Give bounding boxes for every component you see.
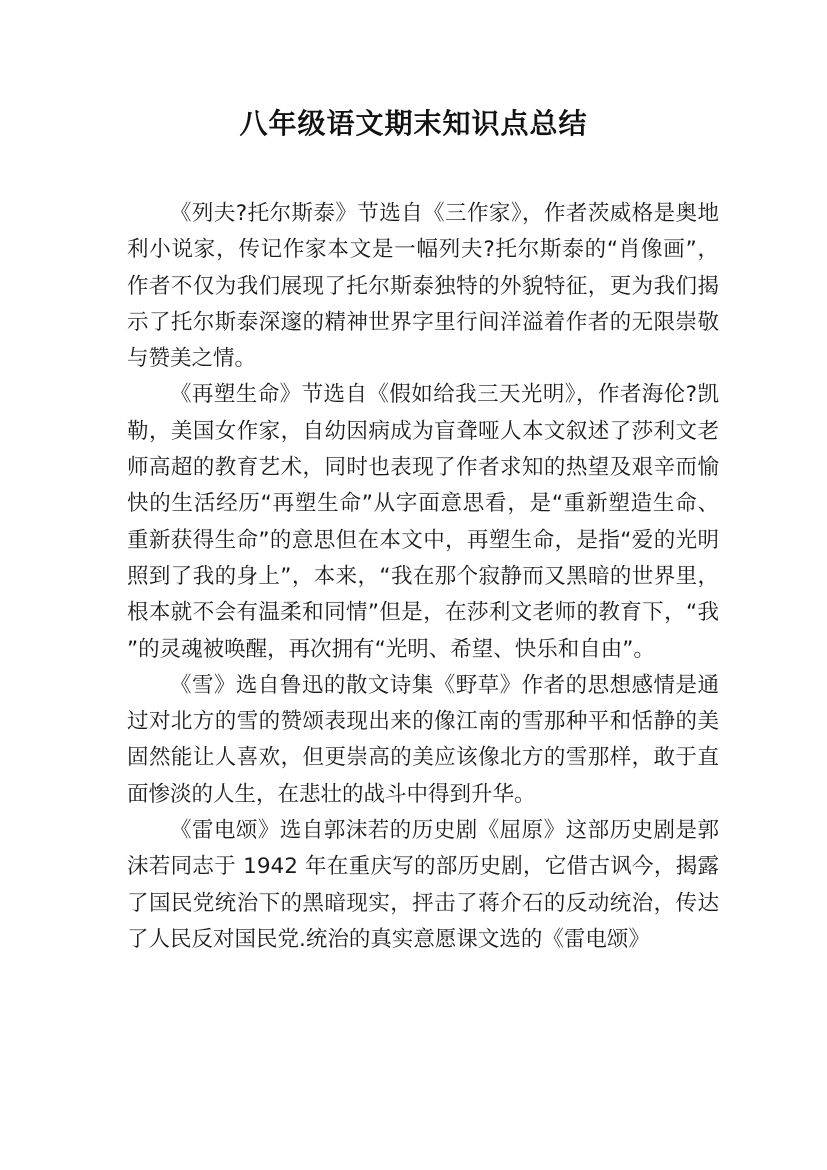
document-title: 八年级语文期末知识点总结 [239, 107, 588, 140]
document-body [127, 196, 719, 958]
paragraph-thunder-ode: 《雷电颂》选自郭沫若的历史剧《屈原》这部历史剧是郭沫若同志于 1942 年在重庆写的部历史剧，它借古讽今，揭露了国民党统治下的黑暗现实，抨击了蒋介石的反动统治，传达了人民反对国民党.统治的真实意愿课文选的《雷电颂》 [127, 818, 719, 952]
paragraph-reshaping-life: 《再塑生命》节选自《假如给我三天光明》，作者海伦?凯勒，美国女作家，自幼因病成为盲聋哑人本文叙述了莎利文老师高超的教育艺术，同时也表现了作者求知的热望及艰辛而愉快的生活经历“再塑生命”从字面意思看，是“重新塑造生命、重新获得生命”的意思但在本文中，再塑生命，是指“爱的光明照到了我的身上”，本来，“我在那个寂静而又黑暗的世界里，根本就不会有温柔和同情”但是，在莎利文老师的教育下，“我”的灵魂被唤醒，再次拥有“光明、希望、快乐和自由”。 [127, 382, 719, 662]
paragraph-tolstoy: 《列夫?托尔斯泰》节选自《三作家》，作者茨威格是奥地利小说家，传记作家本文是一幅列夫?托尔斯泰的“肖像画”，作者不仅为我们展现了托尔斯泰独特的外貌特征，更为我们揭示了托尔斯泰深邃的精神世界字里行间洋溢着作者的无限崇敬与赞美之情。 [127, 201, 719, 372]
paragraph-snow: 《雪》选自鲁迅的散文诗集《野草》作者的思想感情是通过对北方的雪的赞颂表现出来的像江南的雪那种平和恬静的美固然能让人喜欢，但更崇高的美应该像北方的雪那样，敢于直面惨淡的人生，在悲壮的战斗中得到升华。 [127, 672, 719, 807]
